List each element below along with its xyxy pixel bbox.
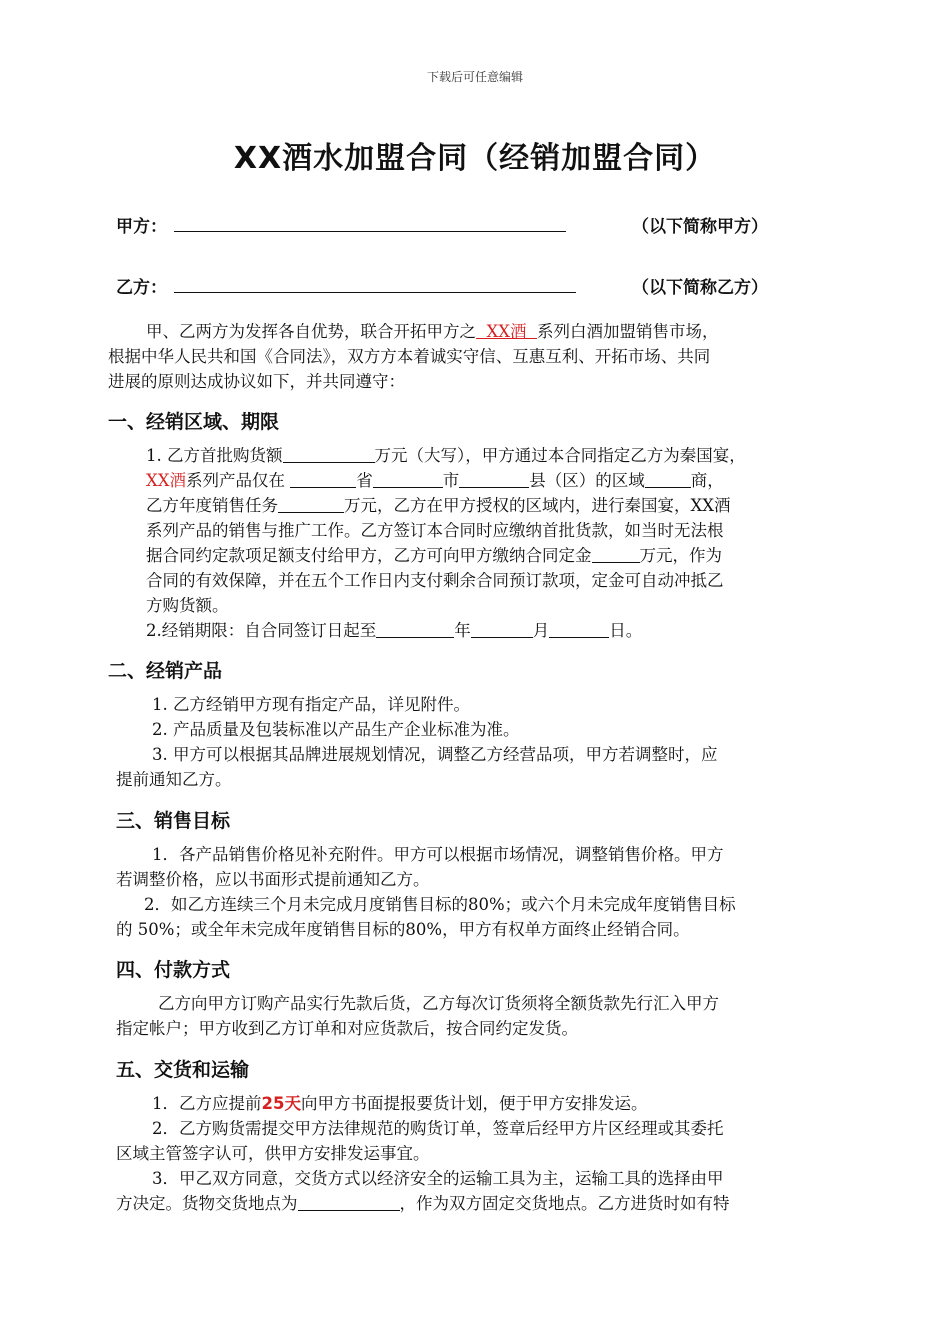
section-5-heading: 五、交货和运输 [116, 1059, 250, 1081]
blank-city[interactable] [373, 471, 443, 489]
section-3-heading: 三、销售目标 [116, 810, 231, 832]
s3-item-2-cont: 的 50%；或全年未完成年度销售目标的80%，甲方有权单方面终止经销合同。 [116, 920, 690, 939]
section-1-heading: 一、经销区域、期限 [108, 411, 280, 433]
s3-item-2: 2．如乙方连续三个月未完成月度销售目标的80%；或六个月未完成年度销售目标 [144, 895, 736, 914]
party-b-blank[interactable] [174, 292, 576, 293]
blank-dealer[interactable] [645, 471, 691, 489]
blank-year[interactable] [376, 621, 454, 639]
party-a-suffix: （以下简称甲方） [632, 217, 768, 237]
s2-item-3-cont: 提前通知乙方。 [116, 770, 232, 789]
s1-line-2: XX酒系列产品仅在 省 市 县（区）的区域 商， [146, 471, 724, 490]
blank-annual-target[interactable] [278, 496, 344, 514]
s1-line-4: 系列产品的销售与推广工作。乙方签订本合同时应缴纳首批货款，如当时无法根 [146, 521, 724, 540]
s5-item-3-cont: 方决定。货物交货地点为 ，作为双方固定交货地点。乙方进货时如有特 [116, 1194, 730, 1213]
intro-line-2: 根据中华人民共和国《合同法》，双方方本着诚实守信、互惠互利、开拓市场、共同 [108, 347, 711, 366]
blank-deposit[interactable] [592, 546, 640, 564]
blank-first-purchase[interactable] [283, 446, 375, 464]
s1-line-8: 2.经销期限：自合同签订日起至 年 月 日。 [146, 621, 643, 640]
intro-line-3: 进展的原则达成协议如下，并共同遵守： [108, 372, 405, 391]
intro-line-1: 甲、乙两方为发挥各自优势，联合开拓甲方之 XX酒 系列白酒加盟销售市场， [146, 322, 719, 341]
section-2-heading: 二、经销产品 [108, 660, 223, 682]
blank-county[interactable] [459, 471, 529, 489]
document-title: XX酒水加盟合同（经销加盟合同） [233, 141, 717, 176]
party-a-blank[interactable] [174, 231, 566, 232]
blank-delivery-location[interactable] [298, 1194, 400, 1212]
s3-item-1: 1．各产品销售价格见补充附件。甲方可以根据市场情况，调整销售价格。甲方 [152, 845, 724, 864]
party-b-label: 乙方： [116, 278, 167, 298]
s4-line-1: 乙方向甲方订购产品实行先款后货，乙方每次订货须将全额货款先行汇入甲方 [158, 994, 719, 1013]
s1-line-3: 乙方年度销售任务 万元，乙方在甲方授权的区域内，进行秦国宴，XX酒 [146, 496, 731, 515]
brand-name: XX酒 [476, 322, 537, 341]
blank-province[interactable] [290, 471, 356, 489]
s1-line-1: 1. 乙方首批购货额 万元（大写），甲方通过本合同指定乙方为秦国宴， [146, 446, 746, 465]
s5-item-2-cont: 区域主管签字认可，供甲方安排发运事宜。 [116, 1144, 430, 1163]
party-b-suffix: （以下简称乙方） [632, 278, 768, 298]
s5-item-3: 3．甲乙双方同意，交货方式以经济安全的运输工具为主，运输工具的选择由甲 [152, 1169, 724, 1188]
s1-line-7: 方购货额。 [146, 596, 229, 615]
blank-month[interactable] [471, 621, 533, 639]
s1-line-6: 合同的有效保障，并在五个工作日内支付剩余合同预订款项，定金可自动冲抵乙 [146, 571, 724, 590]
s1-line-5: 据合同约定款项足额支付给甲方，乙方可向甲方缴纳合同定金 万元，作为 [146, 546, 722, 565]
section-4-heading: 四、付款方式 [116, 959, 231, 981]
s5-item-1: 1．乙方应提前25天向甲方书面提报要货计划，便于甲方安排发运。 [152, 1094, 648, 1113]
s2-item-3: 3. 甲方可以根据其品牌进展规划情况，调整乙方经营品项，甲方若调整时，应 [152, 745, 718, 764]
s2-item-2: 2. 产品质量及包装标准以产品生产企业标准为准。 [152, 720, 520, 739]
top-note: 下载后可任意编辑 [426, 70, 523, 84]
s2-item-1: 1. 乙方经销甲方现有指定产品，详见附件。 [152, 695, 470, 714]
s4-line-2: 指定帐户；甲方收到乙方订单和对应货款后，按合同约定发货。 [116, 1019, 578, 1038]
party-a-label: 甲方： [116, 217, 167, 237]
s3-item-1-cont: 若调整价格，应以书面形式提前通知乙方。 [116, 870, 430, 889]
s5-item-2: 2．乙方购货需提交甲方法律规范的购货订单，签章后经甲方片区经理或其委托 [152, 1119, 724, 1138]
lead-days: 25天 [261, 1094, 301, 1113]
blank-day[interactable] [549, 621, 609, 639]
